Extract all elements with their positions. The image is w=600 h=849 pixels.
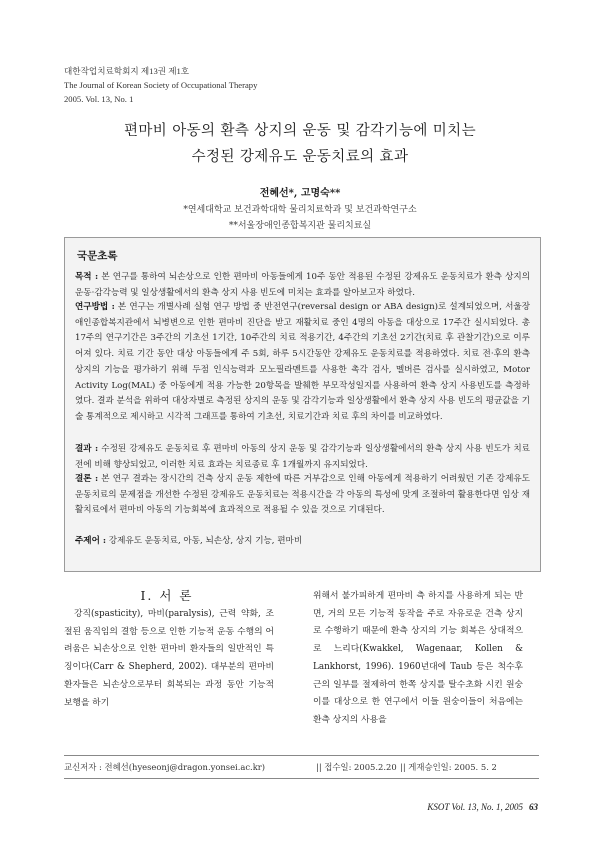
journal-volume: 2005. Vol. 13, No. 1 [64,94,134,104]
paper-authors: 전혜선*, 고명숙** [259,188,341,199]
page-number: 63 [529,802,538,812]
method-label: 연구방법 : [75,302,115,312]
keywords-label: 주제어 : [75,536,107,546]
conclusion-label: 결론 : [75,474,99,484]
purpose-label: 목적 : [75,272,99,282]
correspondence-bottom-rule [64,778,539,779]
paper-title-line1: 편마비 아동의 환측 상지의 운동 및 감각기능에 미치는 [123,123,477,139]
section-heading-introduction: Ⅰ. 서 론 [140,588,194,603]
journal-header [64,64,257,106]
page-footer [427,802,538,812]
journal-name-english: The Journal of Korean Society of Occupational Therapy [64,80,258,90]
keywords-text: 강제유도 운동치료, 아동, 뇌손상, 상지 기능, 편마비 [106,536,303,546]
purpose-text: 본 연구를 통하여 뇌손상으로 인한 편마비 아동들에게 10주 동안 적용된 수정된 강제유도 운동치료가 환측 상지의 운동·감각능력 및 일상생활에서의 환측 상지 사용 빈도에 미치는 효과를 알아보고자 하였다. [75,272,530,298]
corresponding-author: 교신저자 : 전혜선(hyeseonj@dragon.yonsei.ac.kr) [64,762,266,772]
received-date: || 접수일: 2005.2.20 [316,762,397,772]
abstract-conclusion [75,472,530,519]
journal-name-korean: 대한작업치료학회지 제13권 제1호 [64,66,190,76]
abstract-result [75,442,530,473]
body-text-left-column: 강직(spasticity), 마비(paralysis), 근력 약화, 조절된 움직임의 결함 등으로 인한 기능적 운동 수행의 어려움은 뇌손상으로 인한 편마비 환자들의 일반적인 특징이다(Carr & Shepherd, 2002). 대부분의 편마비 환자들은 뇌손상으로부터 회복되는 과정 동안 기능적 보행을 하기 [64,609,274,708]
abstract-purpose [75,270,530,301]
affiliation-2: **서울장애인종합복지관 물리치료실 [228,221,372,231]
correspondence-top-rule [64,755,539,756]
footer-journal: KSOT Vol. 13, No. 1, 2005 [427,802,523,812]
body-text-right-column: 위해서 불가피하게 편마비 측 하지를 사용하게 되는 반면, 거의 모든 기능적 동작을 주로 자유로운 건측 상지로 수행하기 때문에 환측 상지의 기능 회복은 상대적으로 느리다(Kwakkel, Wagenaar, Kollen & Lankhorst, 1996). 1960년대에 Taub 등은 척수후근의 일부를 절제하여 한쪽 상지를 탈수초화 시킨 원숭이를 대상으로 한 연구에서 이들 원숭이들이 처음에는 환측 상지의 사용을 [313,591,523,725]
result-text: 수정된 강제유도 운동치료 후 편마비 아동의 상지 운동 및 감각기능과 일상생활에서의 환측 상지 사용 빈도가 치료 전에 비해 향상되었고, 이러한 치료 효과는 치료종료 후 1개월까지 유지되었다. [75,444,530,470]
accepted-date: || 게재승인일: 2005. 5. 2 [400,762,497,772]
paper-title-line2: 수정된 강제유도 운동치료의 효과 [191,149,409,165]
abstract-heading: 국문초록 [77,250,118,262]
method-text: 본 연구는 개별사례 실험 연구 방법 중 반전연구(reversal design or ABA design)로 설계되었으며, 서울장애인종합복지관에서 뇌병변으로 인한 편마비 진단을 받고 재활치료 중인 4명의 아동을 대상으로 17주간 실시되었다. 총 17주의 연구기간은 3주간의 기초선 1기간, 10주간의 치료 적용기간, 4주간의 기초선 2기간(치료 후 관찰기간)으로 이루어져 있다. 치료 기간 동안 대상 아동들에게 주 5회, 하루 5시간동안 강제유도 운동치료를 적용하였다. 치료 전·후의 환측 상지의 기능을 평가하기 위해 두점 인식능력과 모노필라멘트를 사용한 촉각 검사, 멜버른 검사를 실시하였고, Motor Activity Log(MAL) 중 아동에게 적용 가능한 20항목을 발췌한 부모작성일지를 사용하여 환측 상지 사용빈도를 측정하였다. 결과 분석을 위하여 대상자별로 측정된 상지의 운동 및 감각기능과 일상생활에서 환측 상지 사용 빈도의 평균값을 기술 통계적으로 제시하고 시각적 그래프를 통하여 기초선, 치료기간과 치료 후의 차이를 비교하였다. [75,302,530,422]
conclusion-text: 본 연구 결과는 장시간의 건측 상지 운동 제한에 따른 거부감으로 인해 아동에게 적용하기 어려웠던 기존 강제유도 운동치료의 문제점을 개선한 수정된 강제유도 운동치료는 적용시간을 각 아동의 특성에 맞게 조절하여 활용한다면 임상 재활치료에서 편마비 아동의 기능회복에 효과적으로 적용될 수 있을 것으로 기대된다. [75,474,530,516]
result-label: 결과 : [75,444,99,454]
abstract-method [75,300,530,426]
abstract-box [64,237,541,572]
abstract-keywords [75,534,530,550]
affiliation-1: *연세대학교 보건과학대학 물리치료학과 및 보건과학연구소 [183,205,417,215]
